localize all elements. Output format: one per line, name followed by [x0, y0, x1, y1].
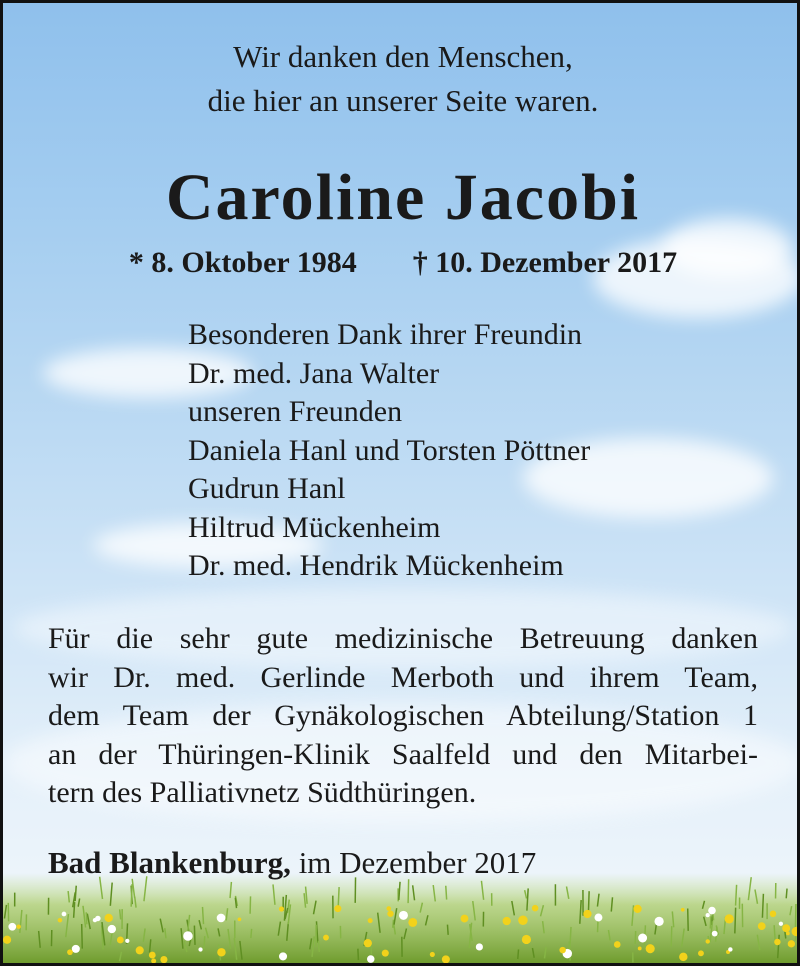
grass-blade — [393, 920, 394, 928]
place-date-line — [48, 843, 536, 883]
flower-dot — [382, 950, 389, 957]
flower-dot — [72, 945, 80, 953]
flower-dot — [364, 939, 372, 947]
grass-blade — [318, 941, 319, 952]
flower-dot — [408, 918, 417, 927]
flower-dot — [522, 935, 531, 944]
flower-dot — [136, 946, 144, 954]
grass-blade — [518, 949, 519, 959]
flower-dot — [8, 923, 16, 931]
flower-dot — [108, 925, 116, 933]
flower-dot — [217, 948, 225, 956]
flower-dot — [654, 917, 663, 926]
grass-blade — [74, 902, 75, 918]
flower-dot — [614, 941, 621, 948]
flower-dot — [679, 953, 687, 961]
thanks-line: Besonderen Dank ihrer Freundin — [188, 318, 583, 351]
grass-blade — [736, 885, 737, 906]
flower-dot — [646, 944, 655, 953]
flower-dot — [198, 947, 202, 951]
grass-blade — [82, 924, 83, 949]
thanks-list — [188, 316, 590, 586]
grass-blade — [86, 912, 87, 924]
grass-blade — [194, 926, 195, 945]
intro-text — [3, 35, 800, 123]
flower-dot — [758, 922, 766, 930]
flower-dot — [595, 914, 603, 922]
flower-dot — [681, 908, 685, 912]
death-date: † 10. Dezember 2017 — [412, 246, 678, 279]
flower-dot — [638, 934, 647, 943]
grass-blade — [735, 908, 736, 934]
flower-dot — [125, 939, 129, 943]
date-text: im Dezember 2017 — [298, 845, 537, 880]
flower-dot — [430, 952, 435, 957]
grass-blade — [446, 886, 447, 900]
thanks-line: Hiltrud Mückenheim — [188, 510, 441, 544]
birth-date: * 8. Oktober 1984 — [128, 246, 357, 279]
flower-dot — [368, 918, 373, 923]
care-thanks-paragraph — [48, 620, 758, 813]
flower-dot — [149, 952, 156, 959]
flower-dot — [774, 939, 780, 945]
grass-blade — [120, 909, 121, 919]
flower-dot — [503, 917, 511, 925]
flower-dot — [217, 914, 226, 923]
grass-blade — [786, 889, 787, 899]
flower-dot — [93, 918, 97, 922]
flower-dot — [706, 939, 710, 943]
flower-dot — [633, 905, 641, 913]
flower-dot — [160, 956, 167, 963]
thanks-line: Daniela Hanl und Torsten Pöttner — [188, 433, 591, 467]
flower-dot — [476, 943, 483, 950]
flower-dot — [442, 955, 450, 963]
flower-dot — [279, 952, 287, 960]
flower-dot — [532, 905, 538, 911]
paragraph-line: dem Team der Gynäkologischen Abteilung/Station 1 — [48, 699, 758, 732]
grass-blade — [204, 936, 205, 949]
flower-dot — [58, 918, 63, 923]
thanks-line: Gudrun Hanl — [188, 472, 346, 505]
life-dates — [3, 239, 800, 287]
flower-dot — [728, 947, 732, 951]
flower-dot — [67, 949, 73, 955]
grass-blade — [251, 929, 252, 938]
paragraph-line: an der Thüringen-Klinik Saalfeld und den Mitarbei- — [48, 737, 758, 771]
grass-blade — [447, 925, 448, 935]
intro-line: Wir danken den Menschen, — [233, 39, 573, 74]
deceased-name: Caroline Jacobi — [165, 161, 641, 234]
paragraph-line: Für die sehr gute medizinische Betreuung danken — [48, 622, 758, 655]
flower-dot — [712, 931, 718, 937]
flower-dot — [386, 906, 391, 911]
flower-dot — [399, 911, 408, 920]
flower-dot — [698, 950, 704, 956]
flower-dot — [387, 911, 393, 917]
flower-dot — [708, 907, 716, 915]
flower-dot — [117, 937, 124, 944]
flower-dot — [706, 913, 710, 917]
grass-blade — [338, 887, 339, 905]
flower-dot — [367, 955, 375, 963]
thanks-line: unseren Freunden — [188, 395, 403, 428]
thanks-line: Dr. med. Jana Walter — [188, 356, 440, 390]
flower-dot — [461, 915, 469, 923]
town-name: Bad Blankenburg, — [48, 845, 291, 880]
flower-dot — [16, 924, 20, 928]
intro-line: die hier an unserer Seite waren. — [207, 83, 599, 118]
flower-dot — [725, 914, 734, 923]
flower-dot — [62, 912, 67, 917]
flower-dot — [238, 917, 242, 921]
grass-blade — [795, 904, 796, 928]
flower-dot — [183, 931, 193, 941]
flower-dot — [518, 916, 528, 926]
flower-dot — [786, 932, 790, 936]
thanks-line: Dr. med. Hendrik Mückenheim — [188, 549, 564, 582]
grass-blade — [635, 931, 636, 944]
grass-blade — [710, 916, 711, 928]
paragraph-line: tern des Palliativnetz Südthüringen. — [48, 776, 477, 809]
grass-blade — [762, 894, 763, 918]
flower-dot — [279, 906, 284, 911]
flower-dot — [3, 936, 11, 944]
grass-blade — [671, 926, 672, 946]
flower-dot — [638, 947, 642, 951]
flower-dot — [782, 924, 790, 932]
flower-dot — [770, 911, 777, 918]
flower-dot — [323, 935, 329, 941]
paragraph-line: wir Dr. med. Gerlinde Merboth und ihrem Team, — [48, 660, 758, 694]
flower-dot — [779, 922, 783, 926]
flower-dot — [583, 910, 591, 918]
grass-blade — [202, 907, 203, 924]
flower-dot — [105, 914, 113, 922]
flower-dot — [788, 940, 795, 947]
flower-dot — [334, 905, 341, 912]
grass-blade — [131, 884, 132, 907]
flower-dot — [559, 947, 565, 953]
